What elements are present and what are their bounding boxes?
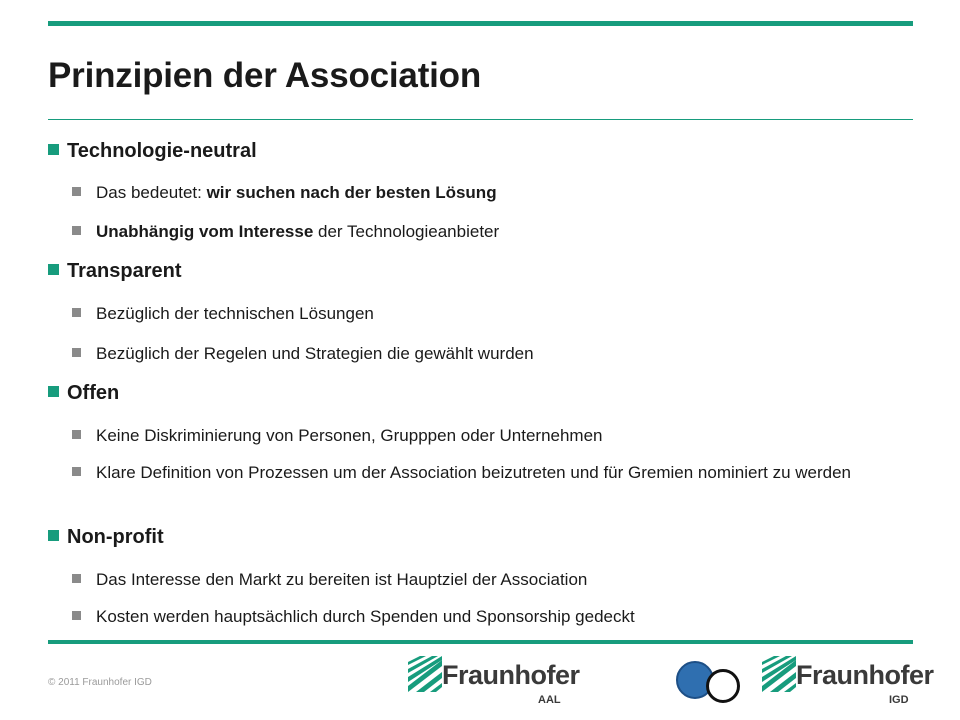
copyright-notice: © 2011 Fraunhofer IGD	[48, 677, 152, 688]
bottom-accent-rule	[48, 640, 913, 644]
section-heading: Transparent	[48, 260, 181, 283]
fraunhofer-wordmark: Fraunhofer	[442, 660, 580, 690]
list-item: Bezüglich der Regelen und Strategien die gewählt wurden	[72, 342, 534, 365]
section-heading: Technologie-neutral	[48, 140, 257, 163]
square-bullet-icon	[72, 467, 81, 476]
fraunhofer-mark-icon	[762, 656, 796, 692]
square-bullet-icon	[72, 611, 81, 620]
section-heading: Non-profit	[48, 526, 164, 549]
title-underline-rule	[48, 119, 913, 120]
square-bullet-icon	[72, 348, 81, 357]
list-item: Das bedeutet: wir suchen nach der besten Lösung	[72, 181, 497, 204]
square-bullet-icon	[48, 144, 59, 155]
square-bullet-icon	[72, 574, 81, 583]
logo-subtitle: AAL	[538, 694, 561, 706]
slide-title: Prinzipien der Association	[48, 56, 482, 95]
list-item: Unabhängig vom Interesse der Technologieanbieter	[72, 220, 499, 243]
logo-subtitle: IGD	[889, 694, 909, 706]
list-item: Klare Definition von Prozessen um der Association beizutreten und für Gremien nominiert zu werden	[72, 461, 876, 484]
square-bullet-icon	[72, 308, 81, 317]
square-bullet-icon	[72, 430, 81, 439]
square-bullet-icon	[72, 226, 81, 235]
list-item: Bezüglich der technischen Lösungen	[72, 302, 374, 325]
fraunhofer-wordmark: Fraunhofer	[796, 660, 934, 690]
list-item: Kosten werden hauptsächlich durch Spenden und Sponsorship gedeckt	[72, 605, 635, 628]
square-bullet-icon	[48, 530, 59, 541]
fraunhofer-mark-icon	[408, 656, 442, 692]
list-item: Das Interesse den Markt zu bereiten ist Hauptziel der Association	[72, 568, 587, 591]
list-item: Keine Diskriminierung von Personen, Grupppen oder Unternehmen	[72, 424, 603, 447]
square-bullet-icon	[48, 264, 59, 275]
section-heading: Offen	[48, 382, 119, 405]
top-accent-rule	[48, 21, 913, 26]
fraunhofer-aal-logo	[408, 656, 578, 712]
certification-seal-icon	[706, 669, 740, 703]
fraunhofer-igd-logo	[762, 656, 934, 712]
square-bullet-icon	[48, 386, 59, 397]
square-bullet-icon	[72, 187, 81, 196]
